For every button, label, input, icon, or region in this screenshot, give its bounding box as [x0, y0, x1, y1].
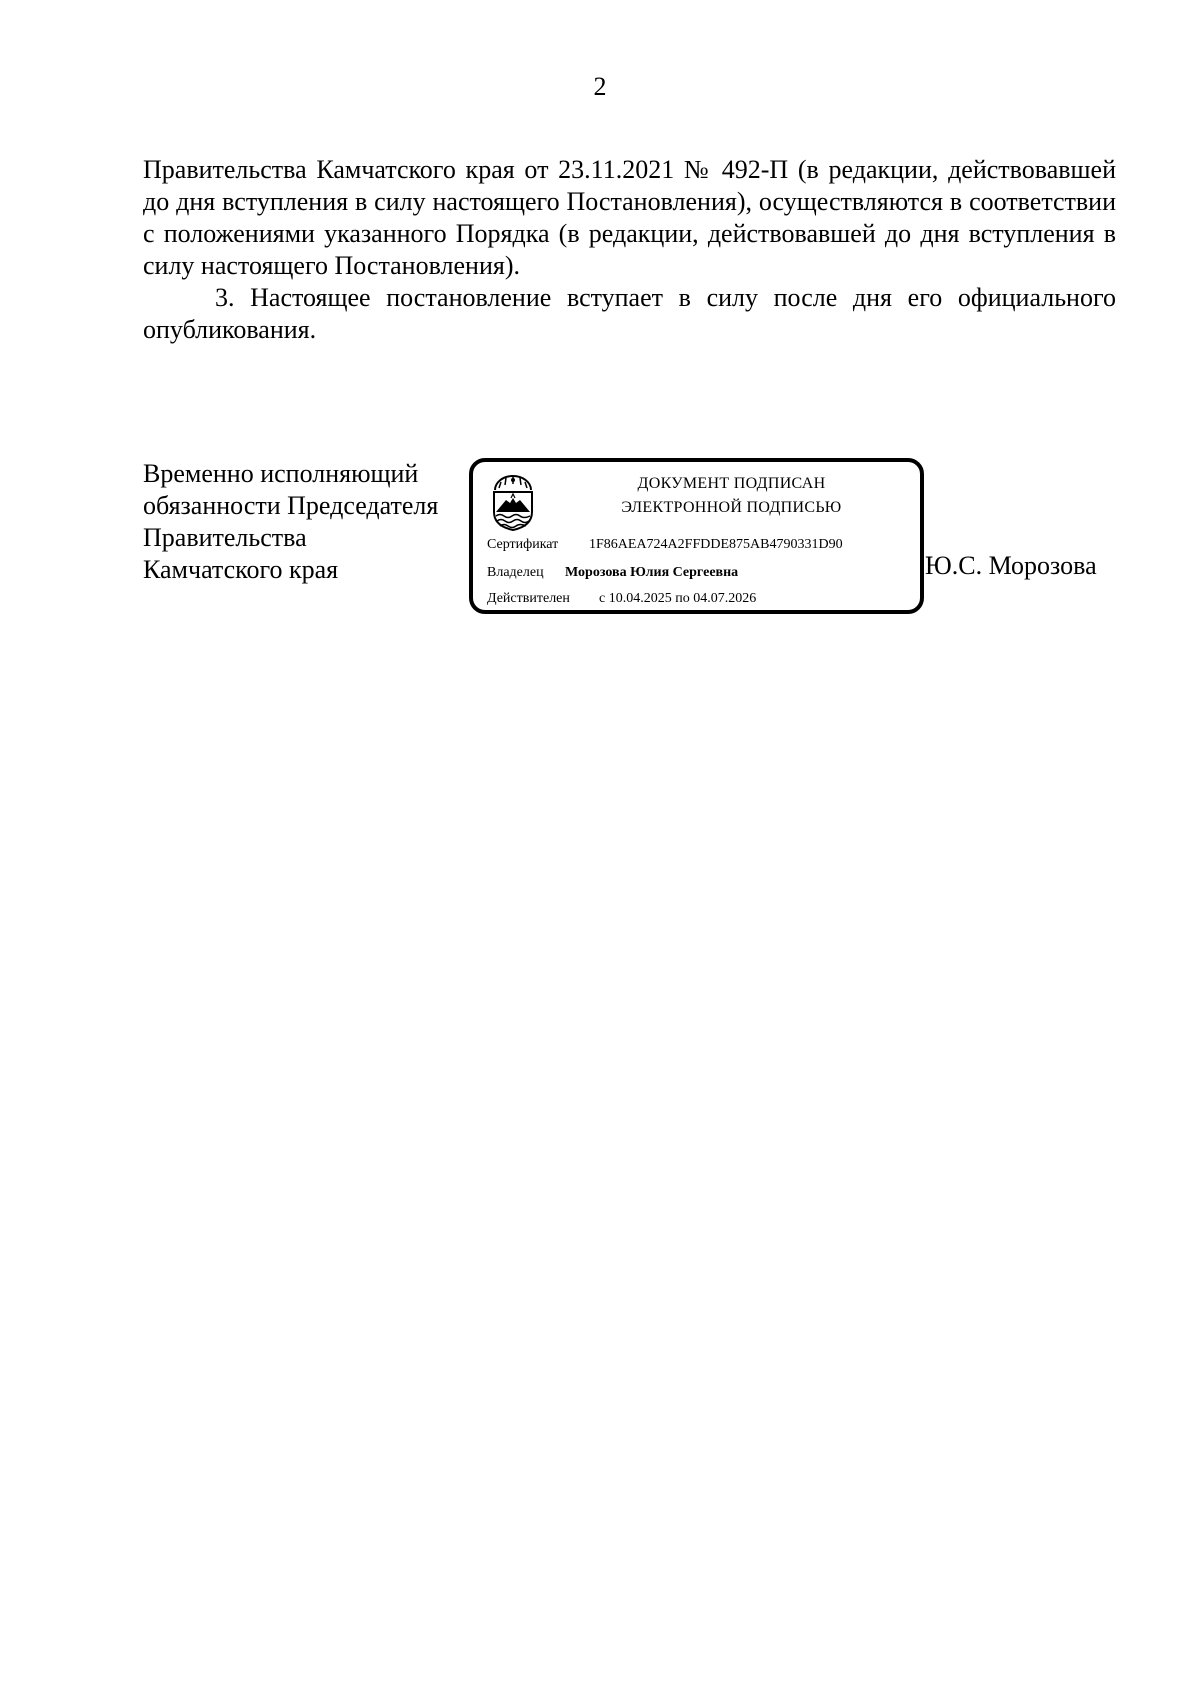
kamchatka-coat-of-arms-icon [489, 474, 537, 532]
stamp-heading-line: ДОКУМЕНТ ПОДПИСАН [637, 475, 826, 492]
signer-position [143, 458, 438, 586]
validity-label: Действителен [487, 591, 570, 606]
signer-position-line: Камчатского края [143, 555, 339, 584]
owner-value: Морозова Юлия Сергеевна [565, 565, 739, 580]
electronic-signature-stamp [469, 458, 924, 614]
owner-label: Владелец [487, 565, 544, 580]
stamp-heading [553, 472, 910, 520]
document-body [143, 154, 1116, 346]
signer-position-line: Временно исполняющий [143, 459, 419, 488]
signer-name: Ю.С. Морозова [925, 551, 1097, 580]
body-paragraph: Правительства Камчатского края от 23.11.2021 № 492-П (в редакции, действовавшей до дня вступления в силу настоящего Постановления), осуществляются в соответствии с положениями указанного Порядка (в редакции, действовавшей до дня вступления в силу настоящего Постановления). [143, 155, 1116, 280]
stamp-validity-row [487, 590, 756, 608]
certificate-label: Сертификат [487, 537, 559, 552]
certificate-value: 1F86AEA724A2FFDDE875AB4790331D90 [589, 537, 843, 552]
stamp-owner-row [487, 564, 738, 582]
validity-value: с 10.04.2025 по 04.07.2026 [599, 591, 757, 606]
stamp-certificate-row [487, 536, 843, 554]
stamp-heading-line: ЭЛЕКТРОННОЙ ПОДПИСЬЮ [621, 499, 842, 516]
page-number: 2 [593, 72, 607, 101]
signer-position-line: обязанности Председателя [143, 491, 439, 520]
body-paragraph-item-3: 3. Настоящее постановление вступает в силу после дня его официального опубликования. [143, 283, 1116, 344]
signer-position-line: Правительства [143, 523, 307, 552]
